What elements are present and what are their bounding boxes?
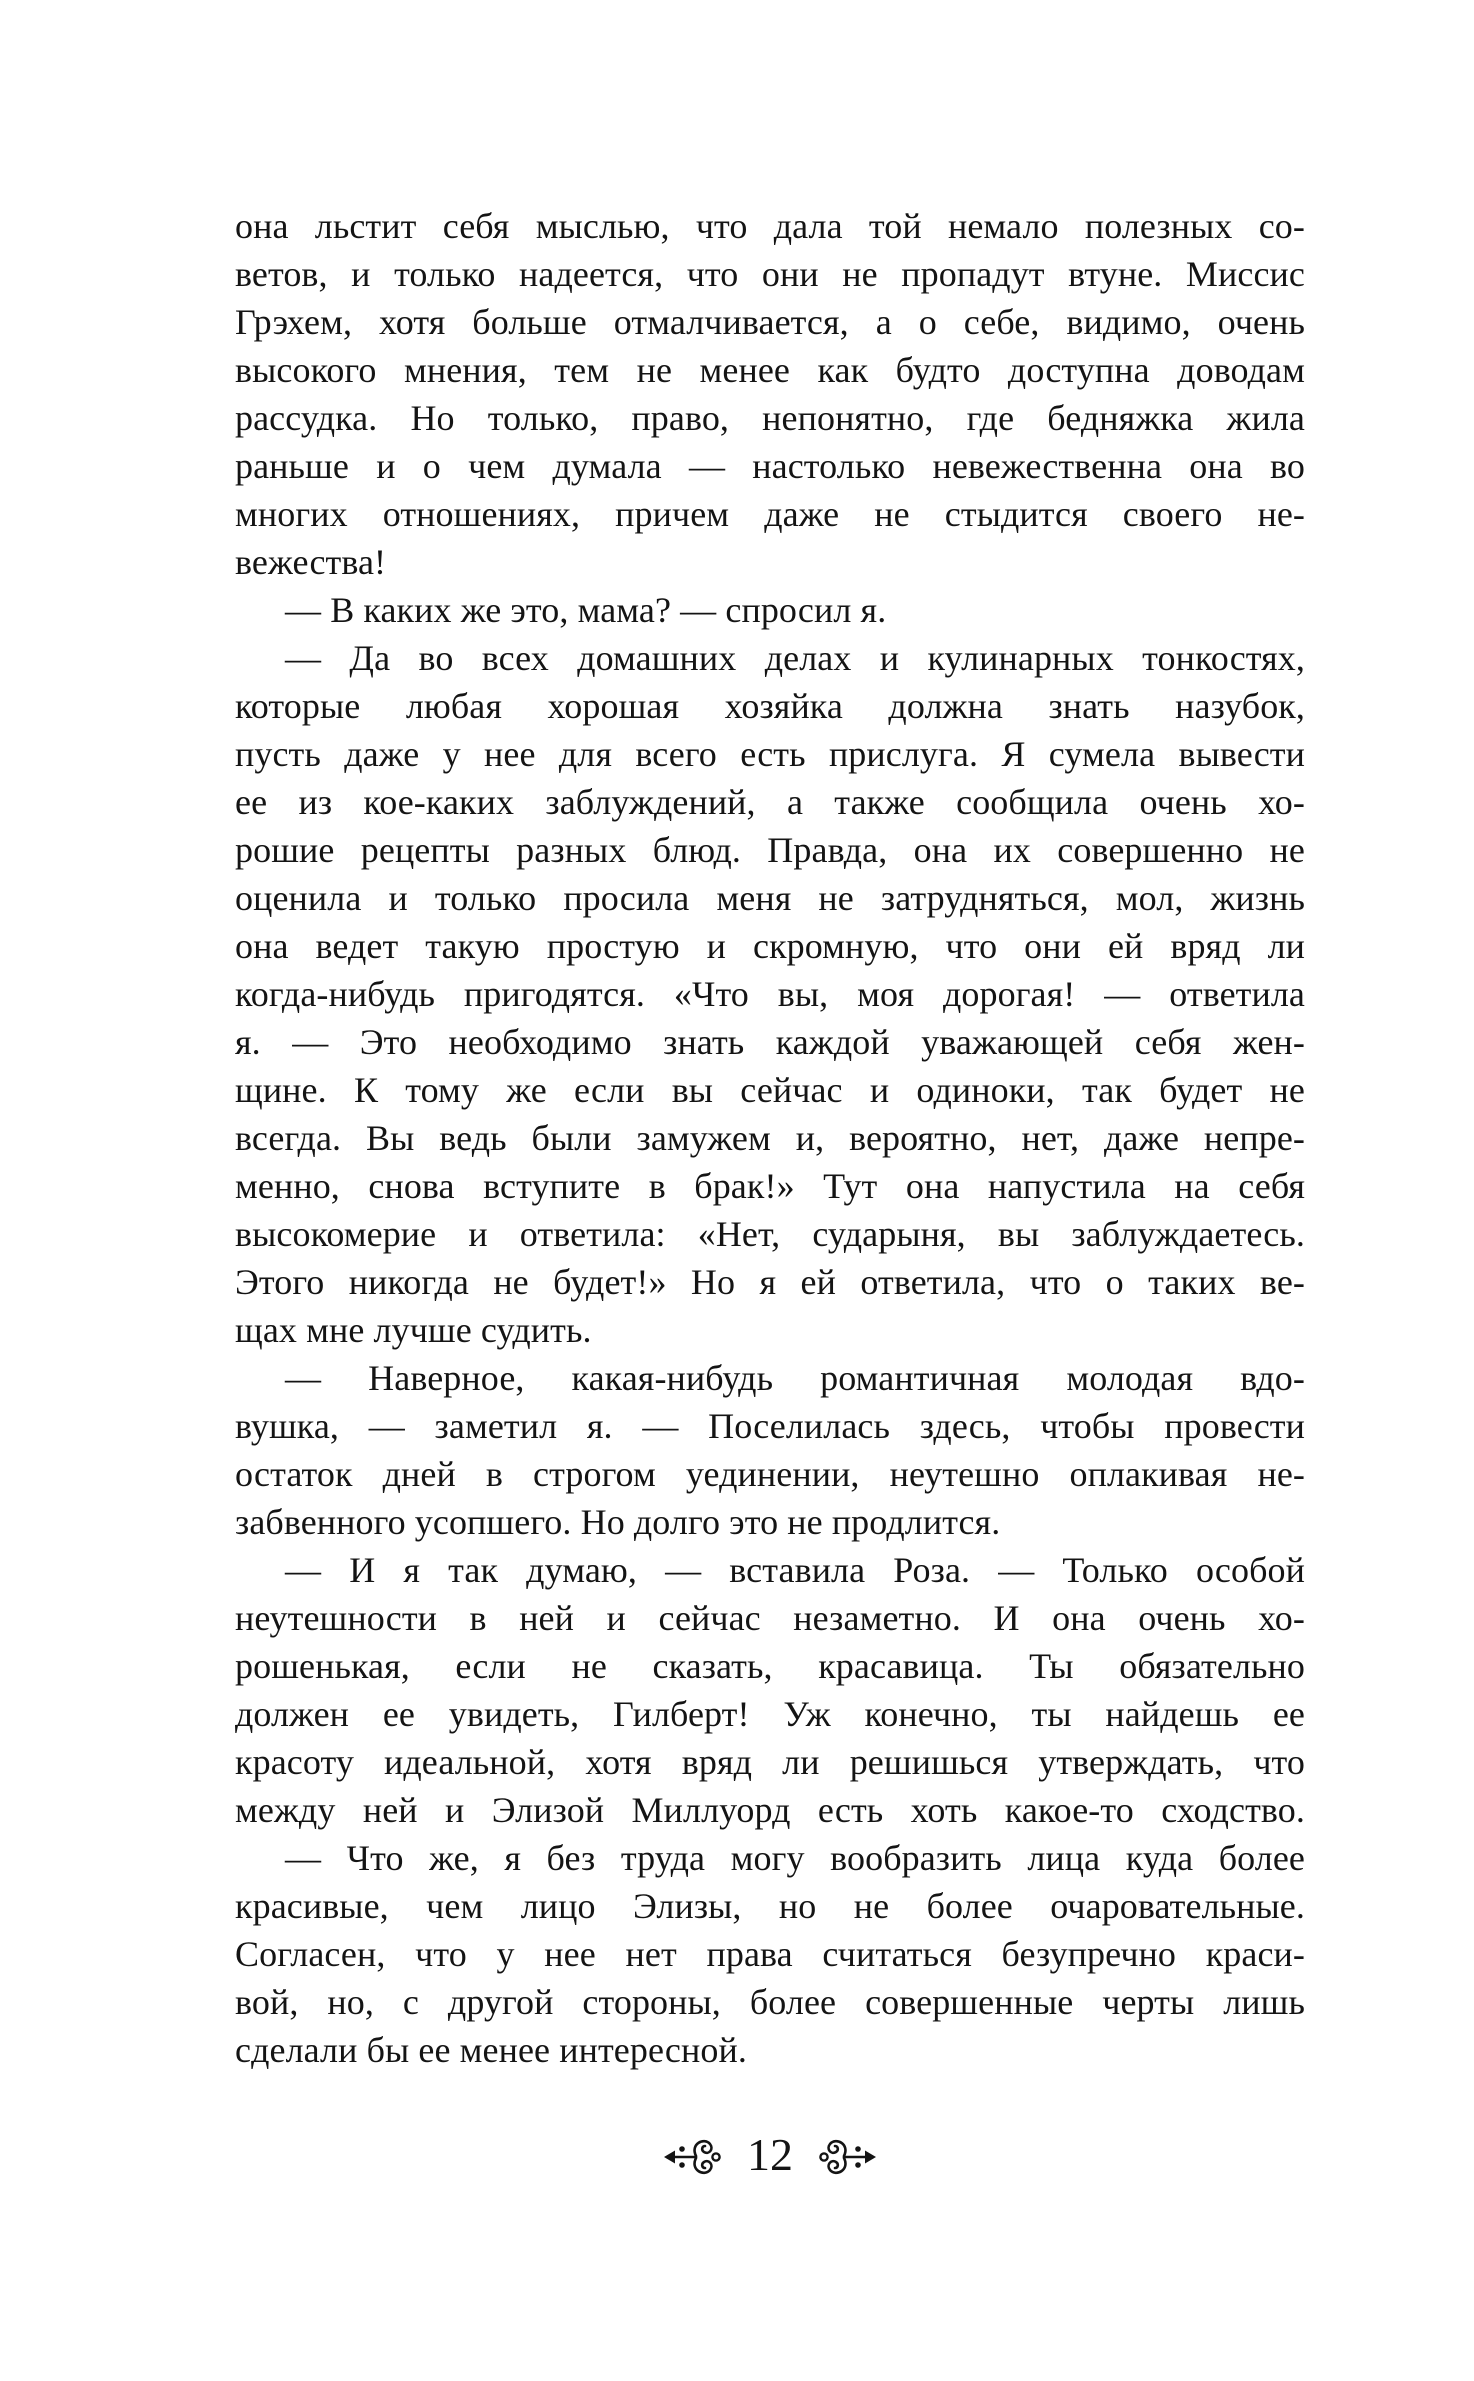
text-line: Этого никогда не будет!» Но я ей ответила, что о таких ве- [235, 1262, 1305, 1302]
text-line: должен ее увидеть, Гилберт! Уж конечно, ты найдешь ее [235, 1694, 1305, 1734]
text-line: пусть даже у нее для всего есть прислуга. Я сумела вывести [235, 734, 1305, 774]
text-line: рассудка. Но только, право, непонятно, где бедняжка жила [235, 398, 1305, 438]
text-line: вушка, — заметил я. — Поселилась здесь, чтобы провести [235, 1406, 1305, 1446]
paragraph [235, 634, 1305, 1354]
text-line: красивые, чем лицо Элизы, но не более очаровательные. [235, 1886, 1305, 1926]
text-line: многих отношениях, причем даже не стыдится своего не- [235, 494, 1305, 534]
text-line: Согласен, что у нее нет права считаться безупречно краси- [235, 1934, 1305, 1974]
fleuron-left-icon [663, 2135, 721, 2179]
text-line: неутешности в ней и сейчас незаметно. И она очень хо- [235, 1598, 1305, 1638]
text-line: я. — Это необходимо знать каждой уважающей себя жен- [235, 1022, 1305, 1062]
paragraph [235, 202, 1305, 586]
text-line: — Да во всех домашних делах и кулинарных тонкостях, [285, 638, 1305, 678]
text-line: рошенькая, если не сказать, красавица. Ты обязательно [235, 1646, 1305, 1686]
text-line: вой, но, с другой стороны, более совершенные черты лишь [235, 1982, 1305, 2022]
text-line: сделали бы ее менее интересной. [235, 2030, 747, 2070]
fleuron-right-icon [819, 2135, 877, 2179]
paragraph [235, 1354, 1305, 1546]
text-line: щах мне лучше судить. [235, 1310, 592, 1350]
text-line: Грэхем, хотя больше отмалчивается, а о себе, видимо, очень [235, 302, 1305, 342]
text-line: — Что же, я без труда могу вообразить лица куда более [285, 1838, 1305, 1878]
text-line: красоту идеальной, хотя вряд ли решишься утверждать, что [235, 1742, 1305, 1782]
text-line: остаток дней в строгом уединении, неутешно оплакивая не- [235, 1454, 1305, 1494]
text-line: высокого мнения, тем не менее как будто доступна доводам [235, 350, 1305, 390]
text-line: высокомерие и ответила: «Нет, сударыня, вы заблуждаетесь. [235, 1214, 1305, 1254]
text-line: раньше и о чем думала — настолько невежественна она во [235, 446, 1305, 486]
page-footer [235, 2129, 1305, 2182]
text-line: между ней и Элизой Миллуорд есть хоть какое-то сходство. [235, 1790, 1305, 1830]
text-line: которые любая хорошая хозяйка должна знать назубок, [235, 686, 1305, 726]
text-line: когда-нибудь пригодятся. «Что вы, моя дорогая! — ответила [235, 974, 1305, 1014]
text-line: оценила и только просила меня не затрудняться, мол, жизнь [235, 878, 1305, 918]
text-line: ветов, и только надеется, что они не пропадут втуне. Миссис [235, 254, 1305, 294]
text-line: она ведет такую простую и скромную, что они ей вряд ли [235, 926, 1305, 966]
text-line: она льстит себя мыслью, что дала той немало полезных со- [235, 206, 1305, 246]
page-text [235, 202, 1305, 2074]
text-line: — И я так думаю, — вставила Роза. — Только особой [285, 1550, 1305, 1590]
text-line: менно, снова вступите в брак!» Тут она напустила на себя [235, 1166, 1305, 1206]
paragraph [235, 586, 1305, 634]
page-number: 12 [747, 2129, 793, 2180]
text-line: — Наверное, какая-нибудь романтичная молодая вдо- [285, 1358, 1305, 1398]
text-line: забвенного усопшего. Но долго это не продлится. [235, 1502, 1001, 1542]
text-line: рошие рецепты разных блюд. Правда, она их совершенно не [235, 830, 1305, 870]
paragraph [235, 1546, 1305, 1834]
paragraph [235, 1834, 1305, 2074]
text-line: ее из кое-каких заблуждений, а также сообщила очень хо- [235, 782, 1305, 822]
text-line: щине. К тому же если вы сейчас и одиноки, так будет не [235, 1070, 1305, 1110]
text-line: всегда. Вы ведь были замужем и, вероятно, нет, даже непре- [235, 1118, 1305, 1158]
text-line: вежества! [235, 542, 387, 582]
text-line: — В каких же это, мама? — спросил я. [285, 590, 887, 630]
